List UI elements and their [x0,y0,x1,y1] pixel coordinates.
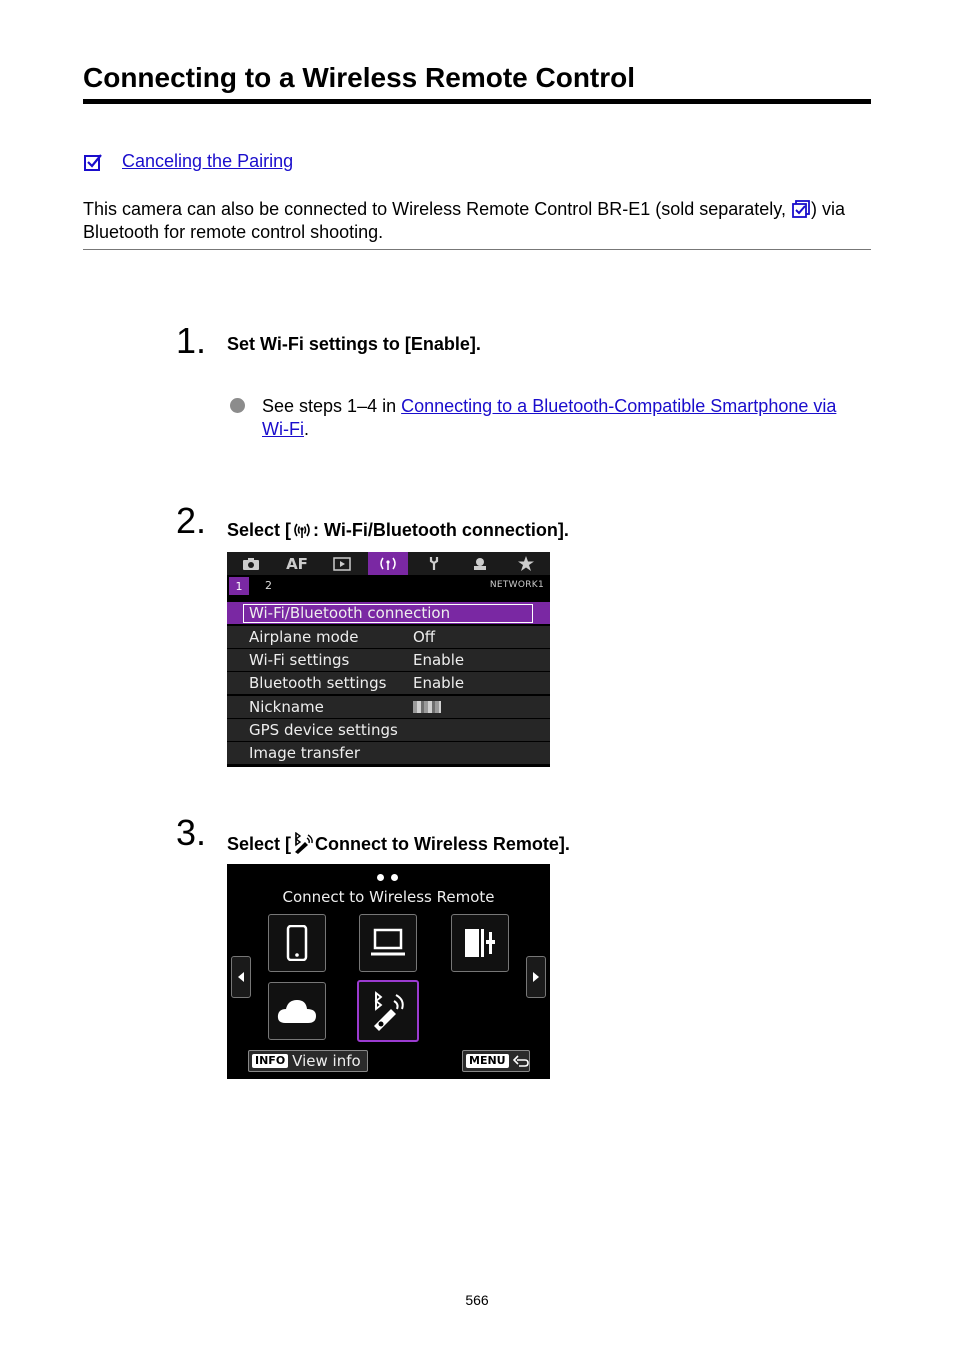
smartphone-tile[interactable] [268,914,326,972]
left-arrow-icon[interactable] [231,956,251,998]
step-3-number: 3. [176,812,207,853]
right-arrow-icon[interactable] [526,956,546,998]
checkbox-link-icon [83,152,103,172]
subtab-2[interactable]: 2 [265,579,272,592]
camera-tab-icon[interactable] [234,552,268,575]
menu-item-label: Nickname [249,698,324,716]
menu-item-image-transfer[interactable] [227,742,550,764]
screen-title: Connect to Wireless Remote [282,888,495,906]
custom-tab-icon[interactable] [463,552,497,575]
view-info-label: View info [292,1052,361,1070]
af-tab[interactable]: AF [286,554,308,573]
step-1-bullet [262,395,862,441]
wireless-remote-tile[interactable] [357,980,419,1042]
star-tab-icon[interactable] [509,552,543,575]
title-underline [83,99,871,104]
step-2-title [227,520,569,541]
menu-item-label: GPS device settings [249,721,398,739]
page-number: 566 [465,1292,489,1308]
section-divider [83,249,871,250]
menu-key: MENU [466,1054,509,1068]
menu-item-value: Enable [413,674,465,692]
bullet-suffix: . [303,419,309,439]
bullet-prefix: See steps 1–4 in [262,396,402,416]
intro-paragraph [83,198,878,244]
computer-icon [370,928,406,958]
menu-item-airplane-mode[interactable] [227,626,550,648]
menu-item-bluetooth-settings[interactable] [227,672,550,694]
printer-tile[interactable] [451,914,509,972]
menu-item-wifi-bluetooth-connection[interactable] [227,602,550,624]
wireless-remote-icon [291,832,315,854]
menu-item-gps-device-settings[interactable] [227,719,550,741]
info-key: INFO [252,1054,288,1068]
menu-page-label: NETWORK1 [489,580,544,590]
menu-back-button[interactable] [462,1050,530,1072]
intro-text-after: ) via Bluetooth for remote control shooting. [83,199,845,242]
step-1-number: 1. [176,320,207,361]
wrench-tab-icon[interactable] [417,552,451,575]
menu-item-label: Image transfer [249,744,360,762]
menu-tab-bar [227,552,550,575]
playback-tab-icon[interactable] [325,552,359,575]
step-2-title-prefix: Select [ [227,520,292,540]
menu-item-label: Bluetooth settings [249,674,387,692]
pixelated-nickname [413,701,441,713]
page-title: Connecting to a Wireless Remote Control [83,62,636,93]
canceling-pairing-link[interactable]: Canceling the Pairing [122,151,294,171]
cloud-icon [277,998,317,1024]
wireless-icon [291,521,313,539]
menu-item-nickname[interactable] [227,696,550,718]
bullet-dot [230,398,245,413]
view-info-button[interactable] [248,1050,368,1072]
menu-item-wifi-settings[interactable] [227,649,550,671]
subtab-1[interactable]: 1 [229,577,249,595]
step-1-title: Set Wi-Fi settings to [Enable]. [227,334,481,354]
wireless-tab-icon[interactable] [368,552,408,575]
menu-item-label: Airplane mode [249,628,359,646]
step-2-number: 2. [176,500,207,541]
bluetooth-smartphone-link[interactable]: Connecting to a Bluetooth-Compatible Smartphone via Wi-Fi [262,396,837,439]
computer-tile[interactable] [359,914,417,972]
step-3-title [227,832,570,855]
menu-item-value: Enable [413,651,465,669]
menu-item-value: Off [413,628,436,646]
reference-link-icon[interactable] [791,199,811,219]
cloud-tile[interactable] [268,982,326,1040]
step-3-title-suffix: Connect to Wireless Remote]. [315,834,570,854]
menu-item-label: Wi-Fi settings [249,651,350,669]
network-menu-screenshot [227,552,550,767]
return-icon [513,1055,529,1067]
connect-wireless-remote-screenshot [227,864,550,1079]
printer-icon [463,926,497,960]
wireless-remote-icon [367,990,409,1032]
smartphone-icon [286,925,308,961]
intro-text-before: This camera can also be connected to Wireless Remote Control BR-E1 (sold separately, [83,199,791,219]
menu-item-label: Wi-Fi/Bluetooth connection [249,604,451,622]
step-2-title-suffix: : Wi-Fi/Bluetooth connection]. [313,520,569,540]
page-dots [377,874,401,882]
step-3-title-prefix: Select [ [227,834,292,854]
